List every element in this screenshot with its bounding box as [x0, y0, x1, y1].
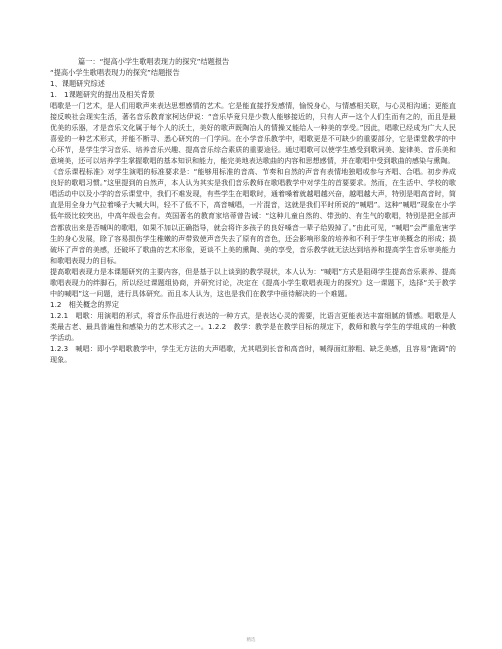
paragraph-curriculum-standard: 《音乐课程标准》对学生演唱的标准要求是：“能够用标准的音高、节奏和自然的声音有表情地独唱或参与齐唱、合唱。初步养成良好的歌唱习惯。”这里提到的自然声，本人认为其实是我们音乐教师在歌唱教学中对学生的首要要求。然而，在生活中、学校的歌唱活动中以及小学的音乐课堂中，我们不难发现，有些学生在唱歌时，通着嗓着就越唱越兴奋，越唱越大声，特别是唱高音时，简直是用全身力气拉着嗓子大喊大叫，轻不了低不下，高音喊唱，一片混音，这就是我们平时所说的“喊唱”。这种“喊唱”现象在小学低年级比较突出，中高年级也会有。英国著名的教育家培蒂曾告诫：“这种儿童自然的、带劲的、有生气的歌唱，特别是把全部声音都放出来是否喊叫的歌唱，如果不加以正确指导，就会将许多孩子的良好嗓音一辈子给毁掉了。”由此可见，“喊唱”会严重危害学生的身心发展，除了容易损伤学生稚嫩的声带致使声音失去了原有的音色，还会影响形象的培养和不利于学生审美概念的形成；损破坏了声音的美感，还破坏了歌曲的艺术形象，更谈不上美的熏陶、美的享受，音乐教学就无法达到培养和提高学生音乐审美能力和歌唱表现力的目标。 — [50, 167, 456, 265]
document-body — [50, 56, 456, 365]
paragraph-definitions: 1.2.1 唱歌：用演唱的形式，将音乐作品进行表达的一种方式，是表达心灵的需要，比语言更能表达丰富细腻的情感。唱歌是人类最古老、最具普遍性和感染力的艺术形式之一。1.2.2 教学：教学是在教学目标的规定下，教师和教与学生的学组成的一种教学活动。 — [50, 310, 456, 342]
paragraph-singing-art: 唱歌是一门艺术，是人们用歌声来表达思想感情的艺术。它是能直接抒发感情，愉悦身心，与情感相关联，与心灵相沟通；更能直接反映社会现实生活，著名音乐教育家柯达伊说：“音乐毕竟只是少数人能够接近的，只有人声—这个人们生而有之的，而且是最优美的乐器，才是音乐文化属于每个人的沃土，美好的歌声既陶冶人的情操又能给人一种美的享受。”因此，唱歌已经成为广大人民喜爱的一种艺术形式，并能不断寻、悉心研究的一门学问。在小学音乐教学中，唱歌更是不可缺少的重要部分，它是课堂教学的中心环节，是学生学习音乐、培养音乐兴趣、提高音乐综合素质的重要途径。通过唱歌可以使学生感受到歌词美、旋律美、音乐美和意境美，还可以培养学生掌握歌唱的基本知识和能力，能完美地表达歌曲的内容和思想感情，并在歌唱中受到歌曲的感染与熏陶。 — [50, 101, 456, 166]
report-subtitle: “提高小学生歌唱表现力的探究”结题报告 — [50, 68, 180, 77]
page-footer: 精选 — [246, 638, 256, 643]
section-heading-background: 1. 1课题研究的提出及相关背景 — [50, 90, 155, 99]
section-heading-overview: 1、课题研究综述 — [50, 79, 105, 88]
section-heading-definitions: 1.2 相关概念的界定 — [50, 299, 119, 309]
paragraph-research-focus: 提高歌唱表现力是本课题研究的主要内容，但是基于以上谈到的教学现状，本人认为：“喊唱”方式是阻碍学生提高音乐素养、提高歌唱表现力的绊脚石，所以经过课题组协商，并研究讨论，决定在《提高小学生歌唱表现力的探究》这一课题下，选择“关于教学中的喊唱”这一问题，进行具体研究。而且本人认为，这也是我们在教学中亟待解决的一个难题。 — [50, 266, 456, 298]
document-title: 篇一：“提高小学生歌唱表现力的探究”结题报告 — [78, 57, 230, 66]
paragraph-shouting-definition: 1.2.3 喊唱：即小学唱歌教学中，学生无方法的大声唱歌，尤其唱到长音和高音时，喊得面红脖粗、缺乏美感，且容易“跑调”的现象。 — [50, 343, 457, 365]
